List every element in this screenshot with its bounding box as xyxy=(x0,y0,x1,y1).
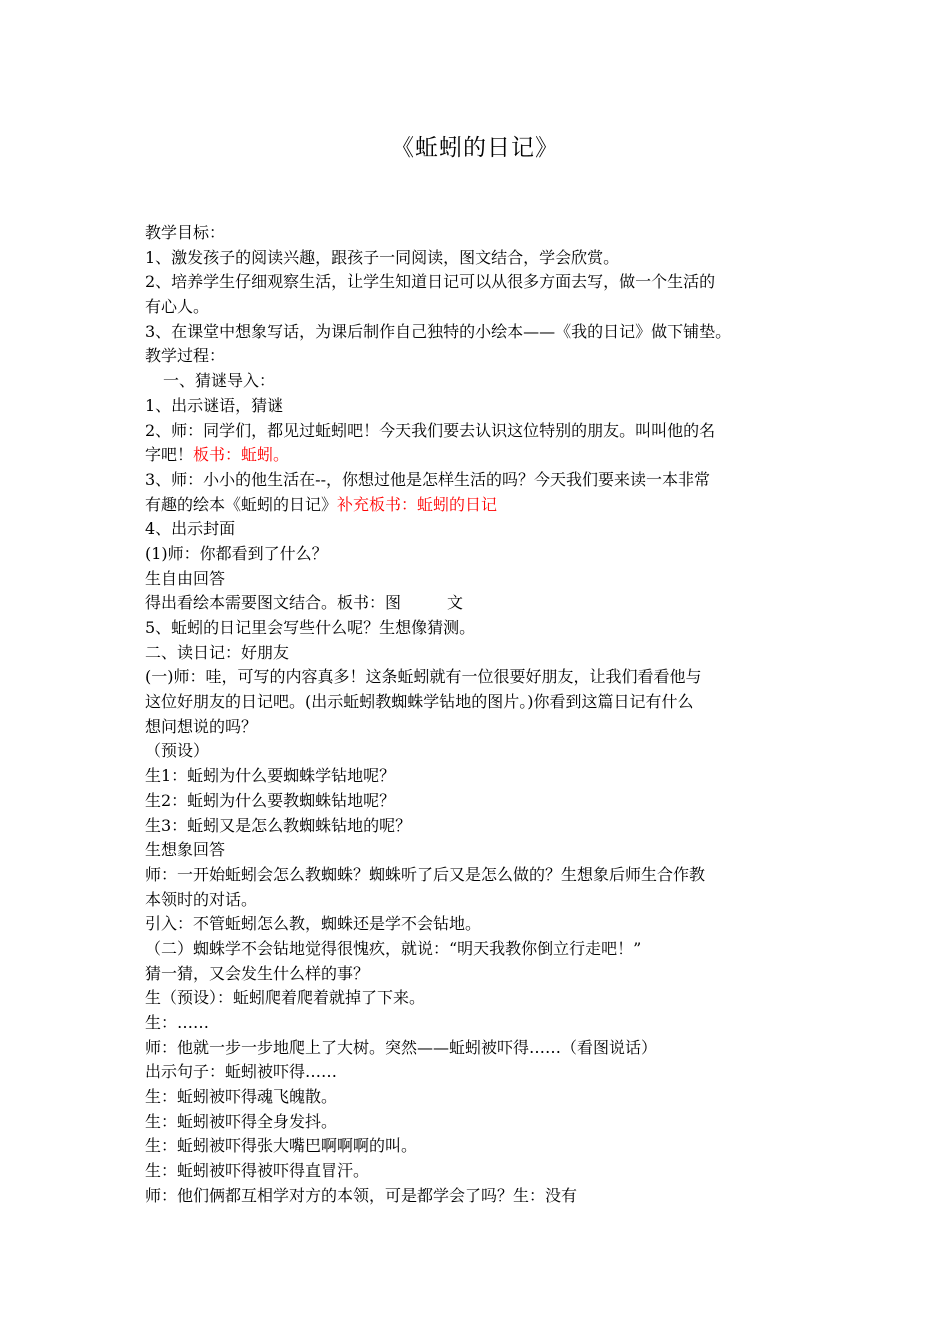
section-heading: 二、读日记：好朋友 xyxy=(145,642,290,662)
body-line: （预设） xyxy=(145,741,210,761)
body-line: 生1：蚯蚓为什么要蜘蛛学钻地呢？ xyxy=(145,766,396,786)
body-line: 1、出示谜语，猜谜 xyxy=(145,395,284,415)
body-line: 教学过程： xyxy=(145,346,226,366)
body-line: （二）蜘蛛学不会钻地觉得很愧疚，就说：“明天我教你倒立行走吧！” xyxy=(145,938,642,958)
blackboard-note: 补充板书：蚯蚓的日记 xyxy=(337,494,498,514)
body-line xyxy=(145,591,813,616)
body-text-span: 字吧！ xyxy=(145,445,194,465)
body-text-span: 得出看绘本需要图文结合。板书：图 xyxy=(145,593,402,613)
body-line: 4、出示封面 xyxy=(145,519,236,539)
body-line: 师：他们俩都互相学对方的本领，可是都学会了吗？生：没有 xyxy=(145,1185,578,1205)
blackboard-note: 板书：蚯蚓。 xyxy=(193,445,290,465)
body-line: 生：蚯蚓被吓得全身发抖。 xyxy=(145,1111,338,1131)
body-line: 这位好朋友的日记吧。(出示蚯蚓教蜘蛛学钻地的图片。)你看到这篇日记有什么 xyxy=(145,692,694,712)
body-line: 生：蚯蚓被吓得被吓得直冒汗。 xyxy=(145,1161,370,1181)
body-text-span: 文 xyxy=(447,593,464,613)
body-line xyxy=(145,443,813,468)
body-line: 生2：蚯蚓为什么要教蜘蛛钻地呢？ xyxy=(145,790,396,810)
body-line: 1、激发孩子的阅读兴趣，跟孩子一同阅读，图文结合，学会欣赏。 xyxy=(145,247,620,267)
body-line: 生（预设）：蚯蚓爬着爬着就掉了下来。 xyxy=(145,988,426,1008)
body-line: 3、师：小小的他生活在--，你想过他是怎样生活的吗？今天我们要来读一本非常 xyxy=(145,469,710,489)
body-line: 生想象回答 xyxy=(145,840,226,860)
body-line: 出示句子：蚯蚓被吓得…… xyxy=(145,1062,338,1082)
body-line: 生3：蚯蚓又是怎么教蜘蛛钻地的呢？ xyxy=(145,815,412,835)
body-line: 本领时的对话。 xyxy=(145,889,258,909)
body-line: (一)师：哇，可写的内容真多！这条蚯蚓就有一位很要好朋友，让我们看看他与 xyxy=(145,667,702,687)
body-line xyxy=(145,493,813,518)
body-text-span: 有趣的绘本《蚯蚓的日记》 xyxy=(145,494,338,514)
body-line: 有心人。 xyxy=(145,297,210,317)
body-line: 5、蚯蚓的日记里会写些什么呢？生想像猜测。 xyxy=(145,618,476,637)
body-line: 生：蚯蚓被吓得张大嘴巴啊啊啊的叫。 xyxy=(145,1136,418,1156)
body-line: 师：他就一步一步地爬上了大树。突然——蚯蚓被吓得……（看图说话） xyxy=(145,1037,658,1057)
body-line: 生自由回答 xyxy=(145,568,226,588)
body-line: 想问想说的吗？ xyxy=(145,716,258,736)
body-line: 2、培养学生仔细观察生活，让学生知道日记可以从很多方面去写，做一个生活的 xyxy=(145,272,716,292)
body-line: 猜一猜，又会发生什么样的事？ xyxy=(145,963,370,983)
body-line: 生：…… xyxy=(145,1013,210,1032)
section-heading: 一、猜谜导入： xyxy=(163,371,276,391)
document-title: 《蚯蚓的日记》 xyxy=(391,135,559,161)
body-line: (1)师：你都看到了什么？ xyxy=(145,543,328,563)
body-line: 3、在课堂中想象写话，为课后制作自己独特的小绘本——《我的日记》做下铺垫。 xyxy=(145,321,732,341)
document-body xyxy=(145,221,813,1209)
body-line: 生：蚯蚓被吓得魂飞魄散。 xyxy=(145,1087,338,1107)
body-line: 2、师：同学们，都见过蚯蚓吧！今天我们要去认识这位特别的朋友。叫叫他的名 xyxy=(145,420,716,440)
body-line: 师：一开始蚯蚓会怎么教蜘蛛？蜘蛛听了后又是怎么做的？生想象后师生合作教 xyxy=(145,864,706,884)
body-line: 引入：不管蚯蚓怎么教，蜘蛛还是学不会钻地。 xyxy=(145,914,482,934)
body-line: 教学目标： xyxy=(145,223,226,242)
